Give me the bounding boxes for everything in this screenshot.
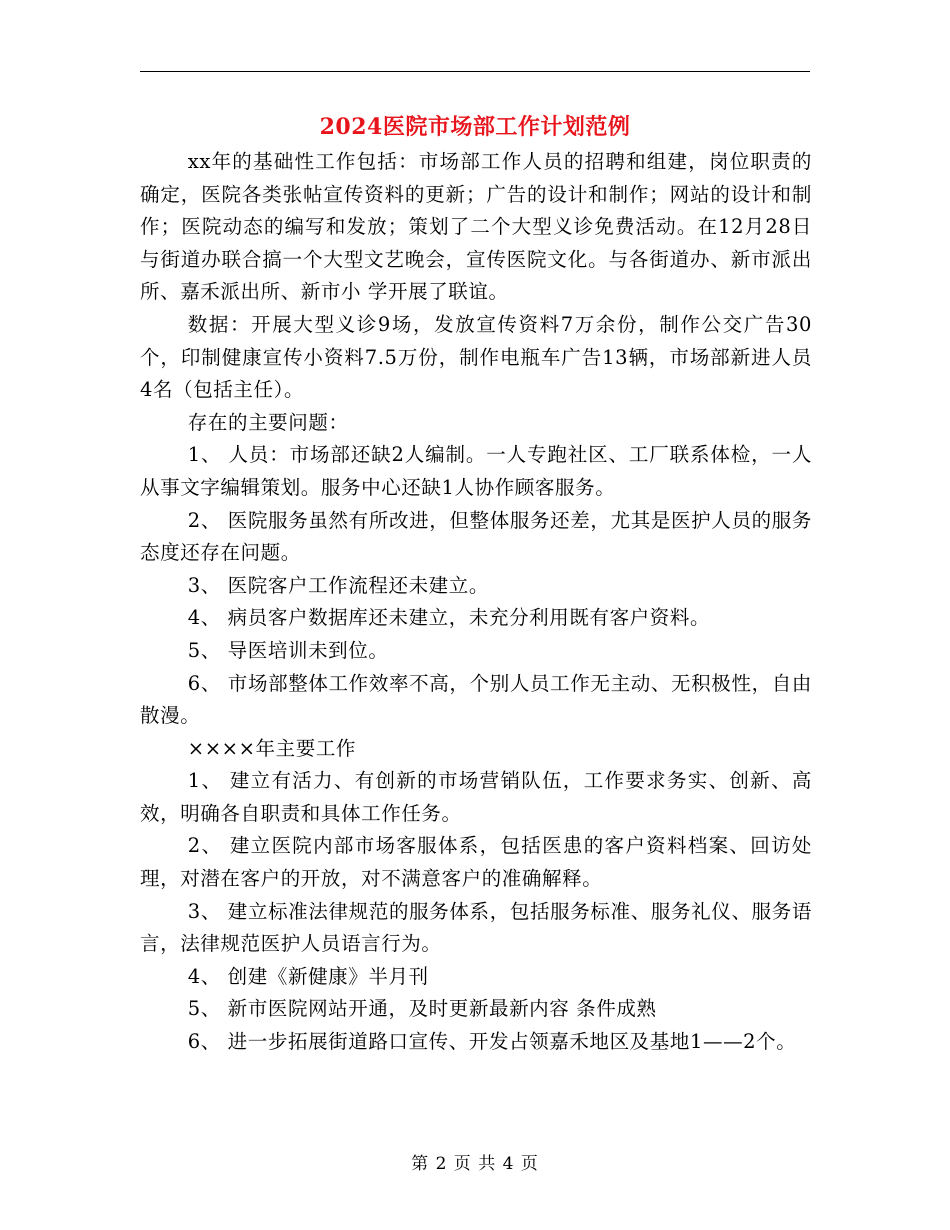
work-item-1: 1、 建立有活力、有创新的市场营销队伍，工作要求务实、创新、高效，明确各自职责和具体工作任务。 bbox=[140, 769, 812, 825]
problem-item-6: 6、 市场部整体工作效率不高，个别人员工作无主动、无积极性，自由散漫。 bbox=[140, 671, 812, 728]
document-title: 2024医院市场部工作计划范例 bbox=[319, 114, 631, 140]
work-item-3: 3、 建立标准法律规范的服务体系，包括服务标准、服务礼仪、服务语言，法律规范医护人员语言行为。 bbox=[140, 899, 812, 956]
work-item-2: 2、 建立医院内部市场客服体系，包括医患的客户资料档案、回访处理，对潜在客户的开放，对不满意客户的准确解释。 bbox=[140, 834, 812, 891]
work-item-4: 4、 创建《新健康》半月刊 bbox=[187, 964, 429, 988]
problem-item-1: 1、 人员：市场部还缺2人编制。一人专跑社区、工厂联系体检，一人从事文字编辑策划。服务中心还缺1人协作顾客服务。 bbox=[140, 443, 812, 499]
paragraph-main-work-heading: ××××年主要工作 bbox=[187, 736, 357, 760]
problem-item-5: 5、 导医培训未到位。 bbox=[187, 638, 389, 662]
paragraph-problems-heading: 存在的主要问题： bbox=[187, 410, 349, 434]
work-item-5: 5、 新市医院网站开通，及时更新最新内容 条件成熟 bbox=[187, 997, 657, 1021]
work-item-6: 6、 进一步拓展街道路口宣传、开发占领嘉禾地区及基地1——2个。 bbox=[187, 1030, 797, 1054]
paragraph-data: 数据：开展大型义诊9场，发放宣传资料7万余份，制作公交广告30个，印制健康宣传小资料7.5万份，制作电瓶车广告13辆，市场部新进人员4名（包括主任）。 bbox=[140, 312, 812, 402]
paragraph-basic-work: xx年的基础性工作包括：市场部工作人员的招聘和组建，岗位职责的确定，医院各类张帖宣传资料的更新；广告的设计和制作；网站的设计和制作；医院动态的编写和发放；策划了二个大型义诊免费活动。在12月28日与街道办联合搞一个大型文艺晚会，宣传医院文化。与各街道办、新市派出所、嘉禾派出所、新市小 学开展了联谊。 bbox=[140, 150, 812, 304]
problem-item-4: 4、 病员客户数据库还未建立，未充分利用既有客户资料。 bbox=[187, 606, 711, 630]
page-number-footer: 第 2 页 共 4 页 bbox=[411, 1154, 539, 1174]
problem-item-3: 3、 医院客户工作流程还未建立。 bbox=[187, 573, 489, 597]
document-body bbox=[140, 146, 812, 1059]
header-rule bbox=[140, 71, 810, 72]
problem-item-2: 2、 医院服务虽然有所改进，但整体服务还差，尤其是医护人员的服务态度还存在问题。 bbox=[140, 508, 812, 565]
